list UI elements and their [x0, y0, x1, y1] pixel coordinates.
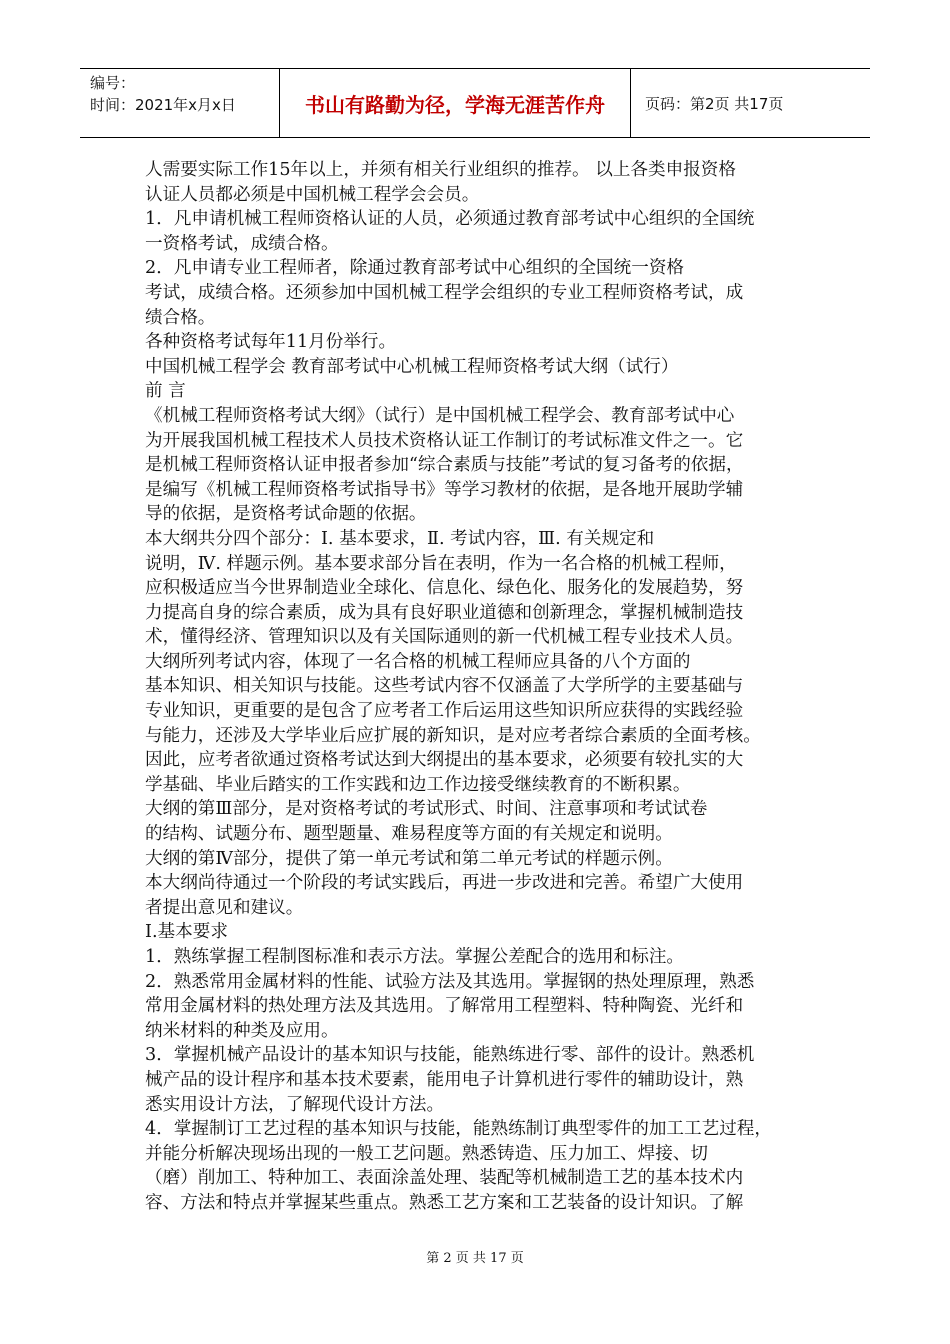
header-page-info: 页码：第2页 共17页 — [645, 94, 784, 113]
page-header — [80, 68, 870, 138]
document-body — [145, 158, 815, 1216]
text-line: 4．掌握制订工艺过程的基本知识与技能，能熟练制订典型零件的加工工艺过程， — [145, 1119, 772, 1140]
text-line: 本大纲共分四个部分：Ⅰ. 基本要求，Ⅱ. 考试内容，Ⅲ. 有关规定和 — [145, 528, 655, 549]
text-line: 各种资格考试每年11月份举行。 — [145, 332, 397, 353]
text-line: 为开展我国机械工程技术人员技术资格认证工作制订的考试标准文件之一。它 — [145, 430, 744, 451]
text-line: 容、方法和特点并掌握某些重点。熟悉工艺方案和工艺装备的设计知识。了解 — [145, 1192, 744, 1213]
text-line: 学基础、毕业后踏实的工作实践和边工作边接受继续教育的不断积累。 — [145, 774, 691, 795]
text-line: 2．凡申请专业工程师者，除通过教育部考试中心组织的全国统一资格 — [145, 258, 685, 279]
text-line: 本大纲尚待通过一个阶段的考试实践后，再进一步改进和完善。希望广大使用 — [145, 873, 744, 894]
text-line: 考试，成绩合格。还须参加中国机械工程学会组织的专业工程师资格考试，成 — [145, 282, 744, 303]
text-line: 并能分析解决现场出现的一般工艺问题。熟悉铸造、压力加工、焊接、切 — [145, 1143, 709, 1164]
text-line: 专业知识，更重要的是包含了应考者工作后运用这些知识所应获得的实践经验 — [145, 701, 744, 722]
text-line: 《机械工程师资格考试大纲》（试行）是中国机械工程学会、教育部考试中心 — [145, 405, 735, 426]
text-line: 的结构、试题分布、题型题量、难易程度等方面的有关规定和说明。 — [145, 824, 673, 845]
document-number: 编号： — [90, 74, 136, 92]
text-line: 导的依据，是资格考试命题的依据。 — [145, 504, 427, 525]
text-line: 是机械工程师资格认证申报者参加“综合素质与技能”考试的复习备考的依据， — [145, 455, 744, 476]
text-line: （磨）削加工、特种加工、表面涂盖处理、装配等机械制造工艺的基本技术内 — [145, 1168, 744, 1189]
text-line: 应积极适应当今世界制造业全球化、信息化、绿色化、服务化的发展趋势，努 — [145, 578, 744, 599]
text-line: 常用金属材料的热处理方法及其选用。了解常用工程塑料、特种陶瓷、光纤和 — [145, 996, 744, 1017]
text-line: 绩合格。 — [145, 307, 216, 328]
document-date: 时间：2021年x月x日 — [90, 96, 236, 114]
text-line: 一资格考试，成绩合格。 — [145, 233, 339, 254]
text-line: 基本知识、相关知识与技能。这些考试内容不仅涵盖了大学所学的主要基础与 — [145, 676, 744, 697]
text-line: 说明，Ⅳ. 样题示例。基本要求部分旨在表明，作为一名合格的机械工程师， — [145, 553, 737, 574]
text-line: 1．凡申请机械工程师资格认证的人员，必须通过教育部考试中心组织的全国统 — [145, 209, 755, 230]
text-line: 力提高自身的综合素质，成为具有良好职业道德和创新理念，掌握机械制造技 — [145, 602, 744, 623]
text-line: 悉实用设计方法，了解现代设计方法。 — [145, 1094, 445, 1115]
text-line: 2．熟悉常用金属材料的性能、试验方法及其选用。掌握钢的热处理原理，熟悉 — [145, 971, 755, 992]
text-line: 大纲的第Ⅳ部分，提供了第一单元考试和第二单元考试的样题示例。 — [145, 848, 673, 869]
header-motto: 书山有路勤为径，学海无涯苦作舟 — [280, 69, 631, 137]
text-line: 人需要实际工作15年以上，并须有相关行业组织的推荐。 以上各类申报资格 — [145, 160, 736, 180]
text-line: 认证人员都必须是中国机械工程学会会员。 — [145, 184, 480, 205]
text-line: 大纲所列考试内容，体现了一名合格的机械工程师应具备的八个方面的 — [145, 651, 691, 672]
header-meta — [80, 69, 280, 137]
text-line: 者提出意见和建议。 — [145, 897, 304, 918]
text-line: 纳米材料的种类及应用。 — [145, 1020, 339, 1041]
text-line: 械产品的设计程序和基本技术要素，能用电子计算机进行零件的辅助设计，熟 — [145, 1069, 744, 1090]
text-line: 与能力，还涉及大学毕业后应扩展的新知识，是对应考者综合素质的全面考核。 — [145, 725, 761, 746]
text-line: 术，懂得经济、管理知识以及有关国际通则的新一代机械工程专业技术人员。 — [145, 627, 744, 648]
text-line: 大纲的第Ⅲ部分，是对资格考试的考试形式、时间、注意事项和考试试卷 — [145, 799, 708, 820]
text-line: 1．熟练掌握工程制图标准和表示方法。掌握公差配合的选用和标注。 — [145, 947, 685, 967]
text-line: 因此，应考者欲通过资格考试达到大纲提出的基本要求，必须要有较扎实的大 — [145, 750, 744, 771]
text-line: 3．掌握机械产品设计的基本知识与技能，能熟练进行零、部件的设计。熟悉机 — [145, 1045, 755, 1066]
text-line: 前 言 — [145, 381, 186, 402]
text-line: 中国机械工程学会 教育部考试中心机械工程师资格考试大纲（试行） — [145, 356, 679, 377]
text-line: 是编写《机械工程师资格考试指导书》等学习教材的依据，是各地开展助学辅 — [145, 479, 744, 500]
text-line: Ⅰ.基本要求 — [145, 922, 228, 943]
page-footer: 第 2 页 共 17 页 — [426, 1251, 524, 1266]
